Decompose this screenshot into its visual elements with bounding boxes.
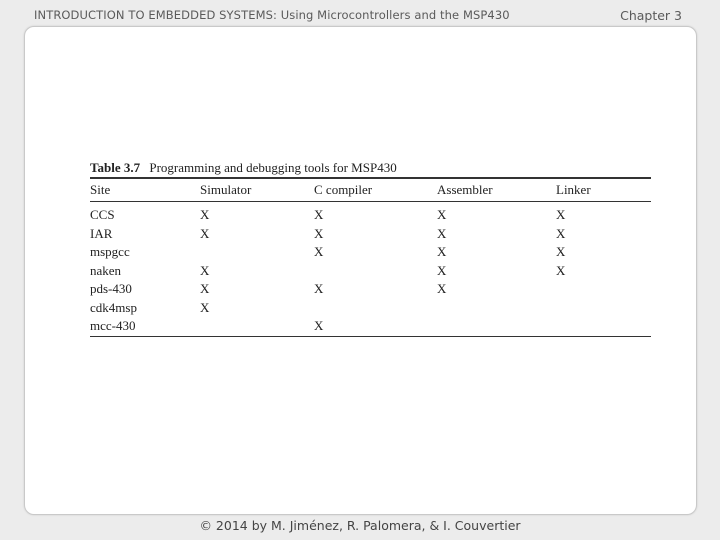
cell-assembler: X xyxy=(437,225,447,241)
column-header-c-compiler: C compiler xyxy=(314,178,437,202)
column-header-linker: Linker xyxy=(556,178,651,202)
cell-c-compiler: X xyxy=(314,317,437,336)
table-header-row xyxy=(90,178,651,202)
table-row xyxy=(90,225,651,244)
cell-assembler: X xyxy=(437,207,447,222)
cell-linker xyxy=(556,317,651,336)
cell-linker: X xyxy=(556,207,566,222)
table-row xyxy=(90,280,651,299)
cell-site: CCS xyxy=(90,207,115,222)
header-title: INTRODUCTION TO EMBEDDED SYSTEMS: Using Microcontrollers and the MSP430 xyxy=(34,8,510,22)
cell-simulator: X xyxy=(200,299,210,315)
column-header-site: Site xyxy=(90,178,200,202)
cell-simulator: X xyxy=(200,207,210,222)
cell-c-compiler xyxy=(314,299,437,318)
cell-assembler: X xyxy=(437,244,447,259)
cell-simulator: X xyxy=(200,281,210,296)
table-row xyxy=(90,202,651,225)
cell-simulator: X xyxy=(200,262,210,278)
cell-c-compiler: X xyxy=(314,207,324,222)
cell-simulator xyxy=(200,317,314,336)
cell-c-compiler: X xyxy=(314,244,324,259)
cell-simulator: X xyxy=(200,225,210,241)
cell-site: naken xyxy=(90,262,122,278)
cell-assembler: X xyxy=(437,262,447,278)
cell-linker xyxy=(556,299,651,318)
cell-site: mspgcc xyxy=(90,244,130,259)
cell-assembler xyxy=(437,317,556,336)
table-row xyxy=(90,243,651,262)
table-caption-number: Table 3.7 xyxy=(90,160,141,175)
footer-copyright: © 2014 by M. Jiménez, R. Palomera, & I. Couvertier xyxy=(199,518,521,533)
table-row xyxy=(90,262,651,281)
tools-table xyxy=(90,177,651,337)
cell-simulator xyxy=(200,243,314,262)
table-caption xyxy=(90,160,651,177)
cell-assembler xyxy=(437,299,556,318)
table-row xyxy=(90,317,651,336)
cell-site: IAR xyxy=(90,225,113,241)
chapter-label: Chapter 3 xyxy=(620,8,682,23)
cell-linker xyxy=(556,280,651,299)
table-caption-text: Programming and debugging tools for MSP430 xyxy=(149,160,397,175)
cell-site: pds-430 xyxy=(90,281,132,296)
column-header-simulator: Simulator xyxy=(200,178,314,202)
cell-c-compiler: X xyxy=(314,225,324,241)
cell-site: mcc-430 xyxy=(90,317,200,336)
cell-site: cdk4msp xyxy=(90,299,137,315)
cell-c-compiler: X xyxy=(314,281,324,296)
cell-c-compiler xyxy=(314,262,437,281)
cell-linker: X xyxy=(556,225,566,241)
cell-linker: X xyxy=(556,262,566,278)
column-header-assembler: Assembler xyxy=(437,178,556,202)
cell-linker: X xyxy=(556,244,566,259)
cell-assembler: X xyxy=(437,281,447,296)
table-container xyxy=(90,160,651,337)
table-row xyxy=(90,299,651,318)
